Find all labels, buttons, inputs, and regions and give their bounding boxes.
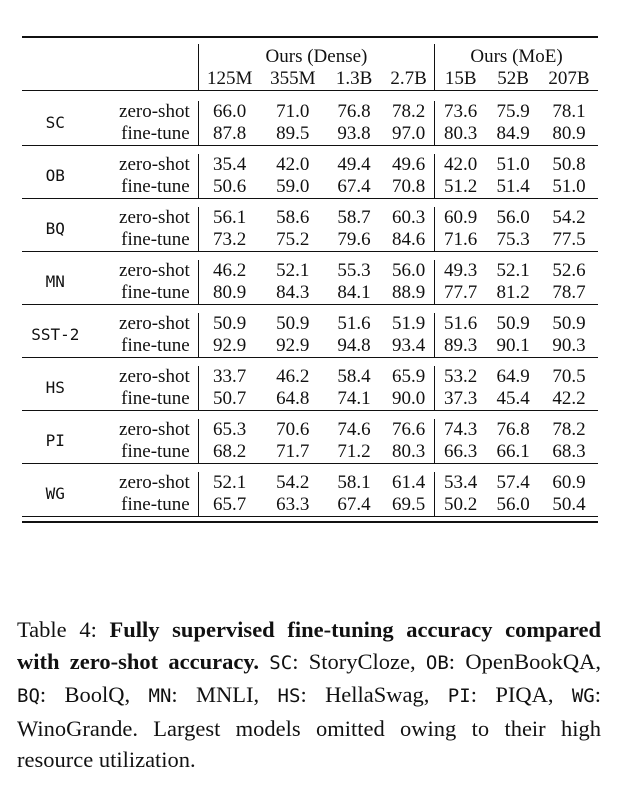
table-cell: 59.0 bbox=[276, 176, 310, 197]
dataset-label: PI bbox=[45, 431, 65, 450]
table-cell: 71.6 bbox=[435, 229, 487, 252]
table-cell: 69.5 bbox=[391, 494, 426, 515]
table-cell: 90.3 bbox=[552, 335, 586, 356]
table-cell: 80.3 bbox=[391, 441, 426, 462]
table-row bbox=[22, 472, 598, 494]
table-cell: 50.2 bbox=[435, 494, 487, 517]
table-cell: 50.9 bbox=[198, 313, 260, 335]
table-cell: 76.8 bbox=[496, 419, 530, 440]
setting-label: zero-shot bbox=[119, 154, 190, 175]
table-cell: 84.9 bbox=[496, 123, 530, 144]
abbr-name: BoolQ bbox=[64, 682, 125, 707]
moe-group-header: Ours (MoE) bbox=[435, 44, 598, 68]
table-cell: 92.9 bbox=[276, 335, 310, 356]
table-cell: 70.6 bbox=[276, 419, 310, 440]
table-cell: 54.2 bbox=[276, 472, 310, 493]
table-cell: 64.9 bbox=[496, 366, 530, 387]
table-cell: 54.2 bbox=[552, 207, 586, 228]
table-cell: 50.8 bbox=[552, 154, 586, 175]
table-cell: 53.4 bbox=[435, 472, 487, 494]
table-cell: 84.3 bbox=[276, 282, 310, 303]
table-cell: 58.4 bbox=[337, 366, 371, 387]
table-cell: 35.4 bbox=[198, 154, 260, 176]
table-cell: 77.7 bbox=[435, 282, 487, 305]
table-cell: 78.1 bbox=[552, 101, 586, 122]
table-cell: 50.9 bbox=[496, 313, 530, 334]
table-cell: 80.3 bbox=[435, 123, 487, 146]
table-cell: 56.1 bbox=[198, 207, 260, 229]
table-cell: 58.1 bbox=[337, 472, 371, 493]
table-cell: 71.2 bbox=[337, 441, 371, 462]
table-cell: 56.0 bbox=[496, 494, 530, 515]
table-cell: 70.8 bbox=[391, 176, 426, 197]
col-header: 15B bbox=[435, 68, 487, 91]
table-cell: 94.8 bbox=[337, 335, 371, 356]
setting-label: fine-tune bbox=[121, 176, 190, 197]
table-cell: 50.4 bbox=[552, 494, 586, 515]
table-cell: 75.9 bbox=[496, 101, 530, 122]
table-cell: 42.2 bbox=[552, 388, 586, 409]
table-cell: 78.2 bbox=[391, 101, 426, 122]
table-cell: 51.2 bbox=[435, 176, 487, 199]
table-row bbox=[22, 441, 598, 464]
table-cell: 70.5 bbox=[552, 366, 586, 387]
table-cell: 33.7 bbox=[198, 366, 260, 388]
table-cell: 60.9 bbox=[435, 207, 487, 229]
table-cell: 68.2 bbox=[198, 441, 260, 464]
dataset-label: HS bbox=[45, 378, 65, 397]
table-cell: 67.4 bbox=[337, 176, 371, 197]
table-cell: 60.3 bbox=[391, 207, 426, 228]
table-cell: 78.2 bbox=[552, 419, 586, 440]
table-cell: 63.3 bbox=[276, 494, 310, 515]
setting-label: zero-shot bbox=[119, 313, 190, 334]
table-cell: 49.6 bbox=[391, 154, 426, 175]
table-cell: 90.0 bbox=[391, 388, 426, 409]
abbr-name: StoryCloze bbox=[308, 648, 410, 674]
abbr-code: OB bbox=[425, 651, 449, 674]
setting-label: fine-tune bbox=[121, 494, 190, 515]
table-cell: 93.8 bbox=[337, 123, 371, 144]
table-cell: 52.1 bbox=[276, 260, 310, 281]
col-header: 2.7B bbox=[390, 68, 427, 89]
caption-label: Table 4: bbox=[17, 617, 97, 642]
table-row bbox=[22, 313, 598, 335]
table-row bbox=[22, 207, 598, 229]
abbr-name: PIQA bbox=[495, 682, 548, 707]
table-cell: 49.3 bbox=[435, 260, 487, 282]
table-cell: 65.9 bbox=[391, 366, 426, 387]
table-cell: 71.0 bbox=[276, 101, 310, 122]
setting-label: zero-shot bbox=[119, 472, 190, 493]
table-cell: 60.9 bbox=[552, 472, 586, 493]
table-cell: 89.3 bbox=[435, 335, 487, 358]
table-cell: 81.2 bbox=[496, 282, 530, 303]
abbr-name: HellaSwag bbox=[325, 682, 424, 707]
col-header: 1.3B bbox=[335, 68, 373, 89]
table-cell: 90.1 bbox=[496, 335, 530, 356]
abbr-name: MNLI bbox=[196, 682, 254, 707]
table-cell: 51.0 bbox=[552, 176, 586, 197]
table-cell: 49.4 bbox=[337, 154, 371, 175]
abbreviation-list: SC: StoryCloze, OB: OpenBookQA, BQ: BoolQ, MN: MNLI, HS: HellaSwag, PI: PIQA, WG: WinoGrande. bbox=[17, 648, 601, 741]
table-cell: 50.9 bbox=[552, 313, 586, 334]
table-cell: 74.3 bbox=[435, 419, 487, 441]
table-row bbox=[22, 335, 598, 358]
table-cell: 51.0 bbox=[496, 154, 530, 175]
table-cell: 51.4 bbox=[496, 176, 530, 197]
table-cell: 50.6 bbox=[198, 176, 260, 199]
setting-label: fine-tune bbox=[121, 123, 190, 144]
abbr-code: SC bbox=[269, 651, 293, 674]
table-cell: 75.3 bbox=[496, 229, 530, 250]
col-header: 355M bbox=[270, 68, 316, 89]
dataset-label: BQ bbox=[45, 219, 65, 238]
table-cell: 78.7 bbox=[552, 282, 586, 303]
table-cell: 73.2 bbox=[198, 229, 260, 252]
table-row bbox=[22, 366, 598, 388]
table-row bbox=[22, 154, 598, 176]
table-cell: 51.6 bbox=[337, 313, 371, 334]
table-cell: 73.6 bbox=[435, 101, 487, 123]
dataset-label: MN bbox=[45, 272, 65, 291]
abbr-code: WG bbox=[571, 685, 595, 707]
setting-label: zero-shot bbox=[119, 207, 190, 228]
table-cell: 65.3 bbox=[198, 419, 260, 441]
table-cell: 64.8 bbox=[276, 388, 310, 409]
col-header: 52B bbox=[497, 68, 529, 89]
table-cell: 79.6 bbox=[337, 229, 371, 250]
table-cell: 92.9 bbox=[198, 335, 260, 358]
table-cell: 46.2 bbox=[198, 260, 260, 282]
table-row bbox=[22, 388, 598, 411]
abbr-code: PI bbox=[447, 685, 471, 707]
abbr-name: OpenBookQA bbox=[465, 648, 596, 674]
table-cell: 65.7 bbox=[198, 494, 260, 517]
table-cell: 84.6 bbox=[391, 229, 426, 250]
table-cell: 42.0 bbox=[276, 154, 310, 175]
table-cell: 58.7 bbox=[337, 207, 371, 228]
table-cell: 52.6 bbox=[552, 260, 586, 281]
abbr-code: BQ bbox=[17, 685, 40, 707]
dense-group-header: Ours (Dense) bbox=[198, 44, 434, 68]
col-header: 125M bbox=[198, 68, 260, 91]
table-cell: 66.1 bbox=[496, 441, 530, 462]
table-cell: 76.8 bbox=[337, 101, 371, 122]
table-cell: 68.3 bbox=[552, 441, 586, 462]
table-row bbox=[22, 123, 598, 146]
abbr-name: WinoGrande bbox=[17, 715, 133, 741]
table-cell: 37.3 bbox=[435, 388, 487, 411]
table-cell: 50.9 bbox=[276, 313, 310, 334]
table-cell: 87.8 bbox=[198, 123, 260, 146]
table-cell: 50.7 bbox=[198, 388, 260, 411]
caption-note: Largest models omitted owing to their high resource utilization. bbox=[17, 715, 602, 772]
table-cell: 80.9 bbox=[198, 282, 260, 305]
setting-label: zero-shot bbox=[119, 260, 190, 281]
table-cell: 57.4 bbox=[496, 472, 530, 493]
caption-title: Fully supervised fine-tuning accuracy compared with zero-shot accuracy. bbox=[17, 617, 602, 674]
table-cell: 97.0 bbox=[391, 123, 426, 144]
setting-label: zero-shot bbox=[119, 366, 190, 387]
table-cell: 71.7 bbox=[276, 441, 310, 462]
table-cell: 67.4 bbox=[337, 494, 371, 515]
table-cell: 52.1 bbox=[496, 260, 530, 281]
dataset-label: SST-2 bbox=[31, 325, 80, 344]
table-cell: 84.1 bbox=[337, 282, 371, 303]
table-cell: 74.6 bbox=[337, 419, 371, 440]
setting-label: zero-shot bbox=[119, 101, 190, 122]
table-cell: 74.1 bbox=[337, 388, 371, 409]
results-table bbox=[22, 36, 598, 523]
dataset-label: OB bbox=[45, 166, 65, 185]
table-cell: 51.6 bbox=[435, 313, 487, 335]
table-cell: 55.3 bbox=[337, 260, 371, 281]
table-cell: 56.0 bbox=[496, 207, 530, 228]
setting-label: fine-tune bbox=[121, 229, 190, 250]
setting-label: fine-tune bbox=[121, 282, 190, 303]
table-cell: 93.4 bbox=[391, 335, 426, 356]
col-header: 207B bbox=[548, 68, 590, 89]
table-cell: 52.1 bbox=[198, 472, 260, 494]
table-row bbox=[22, 229, 598, 252]
table-row bbox=[22, 101, 598, 123]
table-cell: 77.5 bbox=[552, 229, 586, 250]
setting-label: fine-tune bbox=[121, 335, 190, 356]
table-row bbox=[22, 176, 598, 199]
table-cell: 42.0 bbox=[435, 154, 487, 176]
table-cell: 53.2 bbox=[435, 366, 487, 388]
table-cell: 89.5 bbox=[276, 123, 310, 144]
table-cell: 51.9 bbox=[391, 313, 426, 334]
table-cell: 45.4 bbox=[496, 388, 530, 409]
table-cell: 46.2 bbox=[276, 366, 310, 387]
table-cell: 76.6 bbox=[391, 419, 426, 440]
setting-label: zero-shot bbox=[119, 419, 190, 440]
table-row bbox=[22, 494, 598, 517]
setting-label: fine-tune bbox=[121, 441, 190, 462]
dataset-label: SC bbox=[45, 113, 65, 132]
table-cell: 66.3 bbox=[435, 441, 487, 464]
abbr-code: HS bbox=[277, 685, 301, 707]
table-cell: 66.0 bbox=[198, 101, 260, 123]
table-caption bbox=[17, 614, 601, 776]
table-cell: 58.6 bbox=[276, 207, 310, 228]
table-cell: 56.0 bbox=[391, 260, 426, 281]
dataset-label: WG bbox=[45, 484, 65, 503]
setting-label: fine-tune bbox=[121, 388, 190, 409]
table-cell: 75.2 bbox=[276, 229, 310, 250]
table-cell: 61.4 bbox=[391, 472, 426, 493]
abbr-code: MN bbox=[148, 685, 172, 707]
table-cell: 80.9 bbox=[552, 123, 586, 144]
table-row bbox=[22, 260, 598, 282]
table-cell: 88.9 bbox=[391, 282, 426, 303]
table-row bbox=[22, 282, 598, 305]
table-row bbox=[22, 419, 598, 441]
